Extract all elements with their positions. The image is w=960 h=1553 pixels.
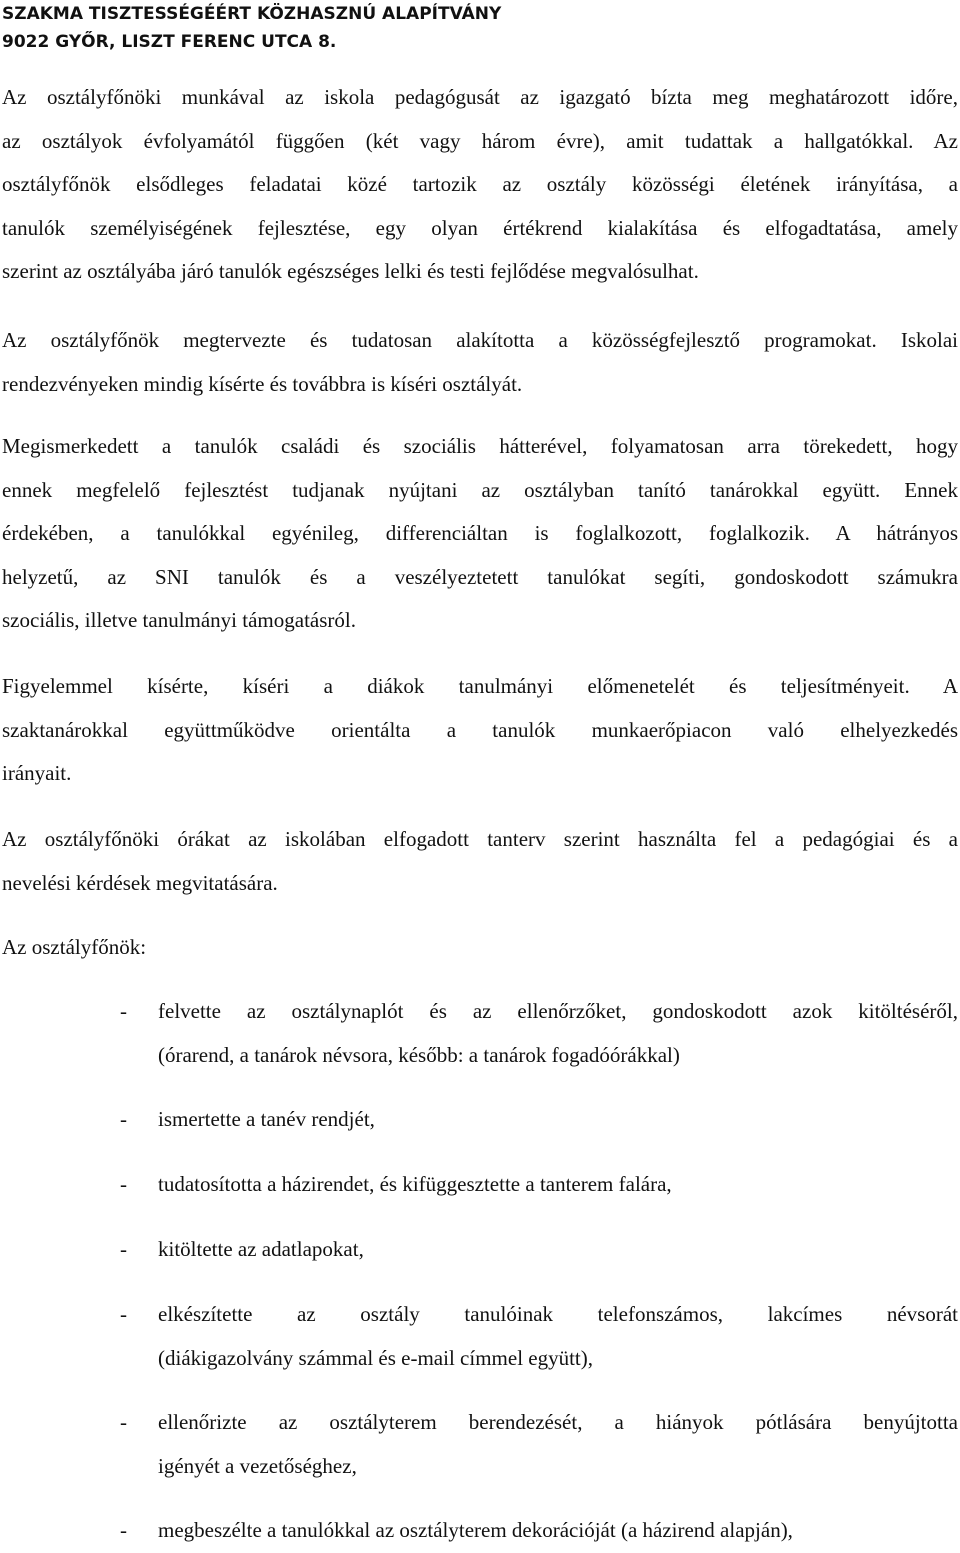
list-item-line: felvette az osztálynaplót és az ellenőrzőket, gondoskodott azok kitöltéséről, — [158, 999, 958, 1023]
list-bullet: - — [120, 999, 127, 1023]
paragraph-line: az osztályok évfolyamától függően (két vagy három évre), amit tudattak a hallgatókkal. Az — [2, 128, 958, 153]
paragraph-line: nevelési kérdések megvitatására. — [2, 870, 278, 895]
paragraph-5 — [2, 818, 958, 905]
list-item-line: kitöltette az adatlapokat, — [158, 1237, 364, 1261]
paragraph-line: osztályfőnök elsődleges feladatai közé tartozik az osztály közösségi életének irányítása, a — [2, 172, 958, 196]
paragraph-line: Az osztályfőnöki munkával az iskola pedagógusát az igazgató bízta meg meghatározott időre, — [2, 85, 958, 109]
paragraph-line: Az osztályfőnöki órákat az iskolában elfogadott tanterv szerint használta fel a pedagógiai és a — [2, 827, 958, 851]
list-bullet: - — [120, 1237, 127, 1261]
paragraph-line: ennek megfelelő fejlesztést tudjanak nyújtani az osztályban tanító tanárokkal együtt. Ennek — [2, 477, 958, 502]
paragraph-4 — [2, 665, 958, 796]
paragraph-line: helyzetű, az SNI tanulók és a veszélyeztetett tanulókat segíti, gondoskodott számukra — [2, 564, 958, 589]
paragraph-line: szerint az osztályába járó tanulók egészséges lelki és testi fejlődése megvalósulhat. — [2, 259, 699, 283]
paragraph-line: Az osztályfőnök megtervezte és tudatosan alakította a közösségfejlesztő programokat. Iskolai — [2, 328, 958, 352]
list-item-line: ellenőrizte az osztályterem berendezését, a hiányok pótlására benyújtotta — [158, 1410, 958, 1434]
paragraph-line: szociális, illetve tanulmányi támogatásról. — [2, 608, 356, 632]
paragraph-line: érdekében, a tanulókkal egyénileg, differenciáltan is foglalkozott, foglalkozik. A hátrányos — [2, 521, 958, 545]
paragraph-1 — [2, 76, 958, 294]
letterhead-address: 9022 GYŐR, LISZT FERENC UTCA 8. — [2, 32, 337, 52]
letterhead — [2, 0, 501, 56]
list-bullet: - — [120, 1172, 127, 1196]
paragraph-line: irányait. — [2, 761, 72, 785]
list-item-line: tudatosította a házirendet, és kifüggesztette a tanterem falára, — [158, 1172, 672, 1196]
list-intro: Az osztályfőnök: — [2, 935, 147, 959]
list-item-line: (órarend, a tanárok névsora, később: a tanárok fogadóórákkal) — [158, 1042, 680, 1067]
letterhead-organization: SZAKMA TISZTESSÉGÉÉRT KÖZHASZNÚ ALAPÍTVÁNY — [2, 4, 502, 24]
list-item-line: igényét a vezetőséghez, — [158, 1453, 357, 1478]
list-item-line: megbeszélte a tanulókkal az osztályterem dekorációját (a házirend alapján), — [158, 1518, 793, 1542]
paragraph-6 — [2, 926, 958, 970]
paragraph-line: tanulók személyiségének fejlesztése, egy olyan értékrend kialakítása és elfogadtatása, amely — [2, 215, 958, 240]
paragraph-3 — [2, 425, 958, 643]
list-bullet: - — [120, 1107, 127, 1131]
paragraph-2 — [2, 319, 958, 406]
paragraph-line: Megismerkedett a tanulók családi és szociális hátterével, folyamatosan arra törekedett, hogy — [2, 434, 958, 458]
list-bullet: - — [120, 1302, 127, 1326]
list-bullet: - — [120, 1410, 127, 1434]
list-item-line: elkészítette az osztály tanulóinak telefonszámos, lakcímes névsorát — [158, 1302, 958, 1326]
list-item-line: ismertette a tanév rendjét, — [158, 1107, 375, 1131]
paragraph-line: szaktanárokkal együttműködve orientálta a tanulók munkaerőpiacon való elhelyezkedés — [2, 717, 958, 742]
list-item-line: (diákigazolvány számmal és e-mail címmel együtt), — [158, 1345, 594, 1370]
paragraph-line: Figyelemmel kísérte, kíséri a diákok tanulmányi előmenetelét és teljesítményeit. A — [2, 674, 958, 698]
list-bullet: - — [120, 1518, 127, 1542]
paragraph-line: rendezvényeken mindig kísérte és továbbra is kíséri osztályát. — [2, 371, 523, 396]
